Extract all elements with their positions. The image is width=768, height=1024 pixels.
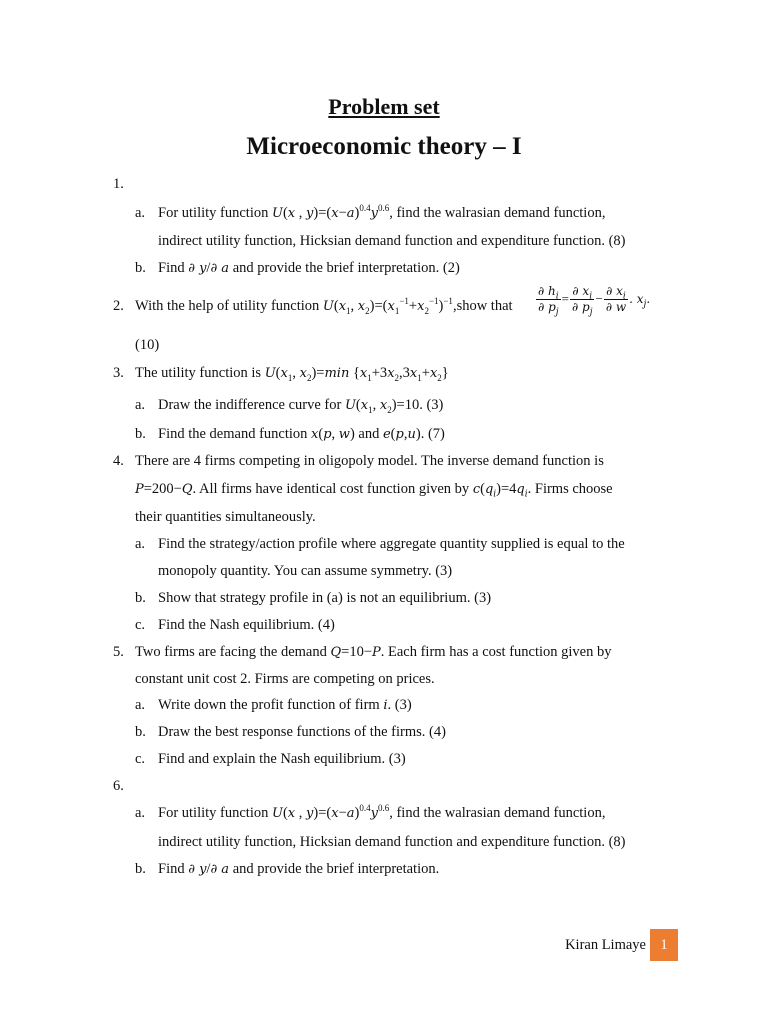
- question-text: Find the demand function x(p, w) and e(p,u). (7): [158, 426, 445, 442]
- equation: $\frac{\partial h_i}{\partial p_j}$ = $\frac{\partial x_i}{\partial p_j}$ − $\frac{\partial x_i}{\partial w}$ . $x_j$.: [538, 284, 651, 318]
- question-number: 4.: [113, 453, 124, 469]
- question-part-label: b.: [135, 724, 146, 740]
- question-text-cont: indirect utility function, Hicksian demand function and expenditure function. (8): [158, 233, 626, 249]
- question-part: a.: [135, 205, 146, 221]
- footer-author: Kiran Limaye: [565, 937, 646, 953]
- question-number: 2.: [113, 298, 124, 314]
- question-text-cont: constant unit cost 2. Firms are competing on prices.: [135, 671, 435, 687]
- question-text: The utility function is $U(x_1$, $x_2)=\min$ $\{x_1+3x_2,3x_1+x_2\}$: [135, 365, 449, 383]
- page-subtitle: Microeconomic theory – I: [246, 133, 522, 160]
- question-text: Find the Nash equilibrium. (4): [158, 617, 335, 633]
- question-part-label: a.: [135, 536, 146, 552]
- question-part-label: b.: [135, 590, 146, 606]
- question-text: Draw the best response functions of the firms. (4): [158, 724, 446, 740]
- page-title: Problem set: [328, 94, 440, 119]
- question-text: Two firms are facing the demand Q=10−P. Each firm has a cost function given by: [135, 644, 612, 660]
- question-number: 1.: [113, 176, 124, 192]
- question-text-cont: monopoly quantity. You can assume symmetry. (3): [158, 563, 453, 579]
- question-text: Draw the indifference curve for $U(x_1$, $x_2)=10$. (3): [158, 397, 444, 415]
- question-part-label: a.: [135, 397, 146, 413]
- page-number-badge: 1: [650, 929, 678, 961]
- question-text: Show that strategy profile in (a) is not an equilibrium. (3): [158, 590, 492, 606]
- question-number: 6.: [113, 778, 124, 794]
- question-part-label: a.: [135, 805, 146, 821]
- question-part-label: a.: [135, 697, 146, 713]
- question-text-cont: indirect utility function, Hicksian demand function and expenditure function. (8): [158, 834, 626, 850]
- question-part-label: c.: [135, 617, 146, 633]
- question-text: Find the strategy/action profile where aggregate quantity supplied is equal to the: [158, 536, 625, 552]
- question-text: Find ∂ y/∂ a and provide the brief interpretation. (2): [158, 260, 460, 276]
- question-number: 5.: [113, 644, 124, 660]
- question-part-label: b.: [135, 260, 146, 276]
- question-number: 3.: [113, 365, 124, 381]
- question-text: With the help of utility function $U(x_1$, $x_2)=(x_1^{-1}+x_2^{-1})^{-1},show$ that: [135, 296, 513, 316]
- question-marks: (10): [135, 337, 160, 353]
- question-text: Write down the profit function of firm i. (3): [158, 697, 412, 713]
- question-text-cont: P=200−Q. All firms have identical cost function given by $c(q_i)=4q_i$. Firms choose: [135, 481, 613, 500]
- question-text: Find and explain the Nash equilibrium. (3): [158, 751, 406, 767]
- question-text: There are 4 firms competing in oligopoly model. The inverse demand function is: [135, 453, 604, 469]
- question-text: For utility function U(x , $y)=(x-a)^{0.4}y^{0.6}$, find the walrasian demand function,: [158, 803, 606, 821]
- question-part-label: b.: [135, 426, 146, 442]
- question-part-label: b.: [135, 861, 146, 877]
- question-part-label: c.: [135, 751, 146, 767]
- question-text: For utility function U(x , $y)=(x-a)^{0.4}y^{0.6}$, find the walrasian demand function,: [158, 203, 606, 221]
- question-text-cont: their quantities simultaneously.: [135, 509, 316, 525]
- question-text: Find ∂ y/∂ a and provide the brief interpretation.: [158, 861, 440, 877]
